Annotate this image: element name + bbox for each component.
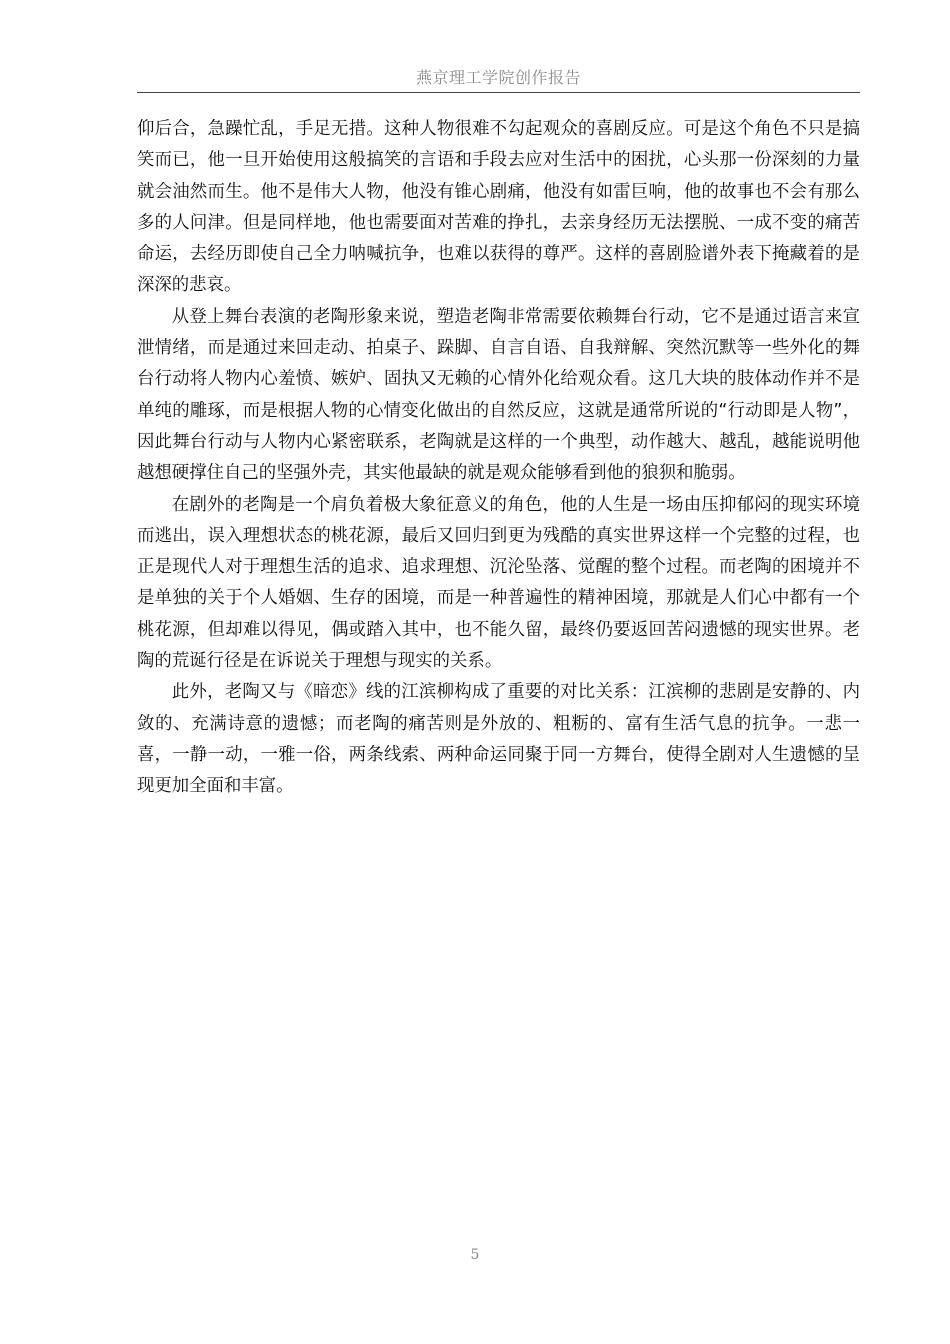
paragraph-continued: 仰后合，急躁忙乱，手足无措。这种人物很难不勾起观众的喜剧反应。可是这个角色不只是搞笑而已，他一旦开始使用这般搞笑的言语和手段去应对生活中的困扰，心头那一份深刻的力量就会油然而生。他不是伟大人物，他没有锥心剧痛，他没有如雷巨响，他的故事也不会有那么多的人问津。但是同样地，他也需要面对苦难的挣扎，去亲身经历无法摆脱、一成不变的痛苦命运，去经历即使自己全力呐喊抗争，也难以获得的尊严。这样的喜剧脸谱外表下掩藏着的是深深的悲哀。 — [137, 119, 860, 296]
body-text — [137, 114, 860, 803]
header-divider — [137, 92, 860, 93]
page-number: 5 — [470, 1247, 480, 1263]
paragraph-stage-action: 从登上舞台表演的老陶形象来说，塑造老陶非常需要依赖舞台行动，它不是通过语言来宣泄情绪，而是通过来回走动、拍桌子、跺脚、自言自语、自我辩解、突然沉默等一些外化的舞台行动将人物内心羞愤、嫉妒、固执又无赖的心情外化给观众看。这几大块的肢体动作并不是单纯的雕琢，而是根据人物的心情变化做出的自然反应，这就是通常所说的“行动即是人物”，因此舞台行动与人物内心紧密联系，老陶就是这样的一个典型，动作越大、越乱，越能说明他越想硬撑住自己的坚强外壳，其实他最缺的就是观众能够看到他的狼狈和脆弱。 — [137, 306, 860, 484]
paragraph-symbolic-meaning: 在剧外的老陶是一个肩负着极大象征意义的角色，他的人生是一场由压抑郁闷的现实环境而逃出，误入理想状态的桃花源，最后又回归到更为残酷的真实世界这样一个完整的过程，也正是现代人对于理想生活的追求、追求理想、沉沦坠落、觉醒的整个过程。而老陶的困境并不是单独的关于个人婚姻、生存的困境，而是一种普遍性的精神困境，那就是人们心中都有一个桃花源，但却难以得见，偶或踏入其中，也不能久留，最终仍要返回苦闷遗憾的现实世界。老陶的荒诞行径是在诉说关于理想与现实的关系。 — [137, 494, 860, 672]
paragraph-contrast: 此外，老陶又与《暗恋》线的江滨柳构成了重要的对比关系：江滨柳的悲剧是安静的、内敛的、充满诗意的遗憾；而老陶的痛苦则是外放的、粗粝的、富有生活气息的抗争。一悲一喜，一静一动，一雅一俗，两条线索、两种命运同聚于同一方舞台，使得全剧对人生遗憾的呈现更加全面和丰富。 — [137, 682, 860, 797]
running-header: 燕京理工学院创作报告 — [415, 68, 581, 87]
